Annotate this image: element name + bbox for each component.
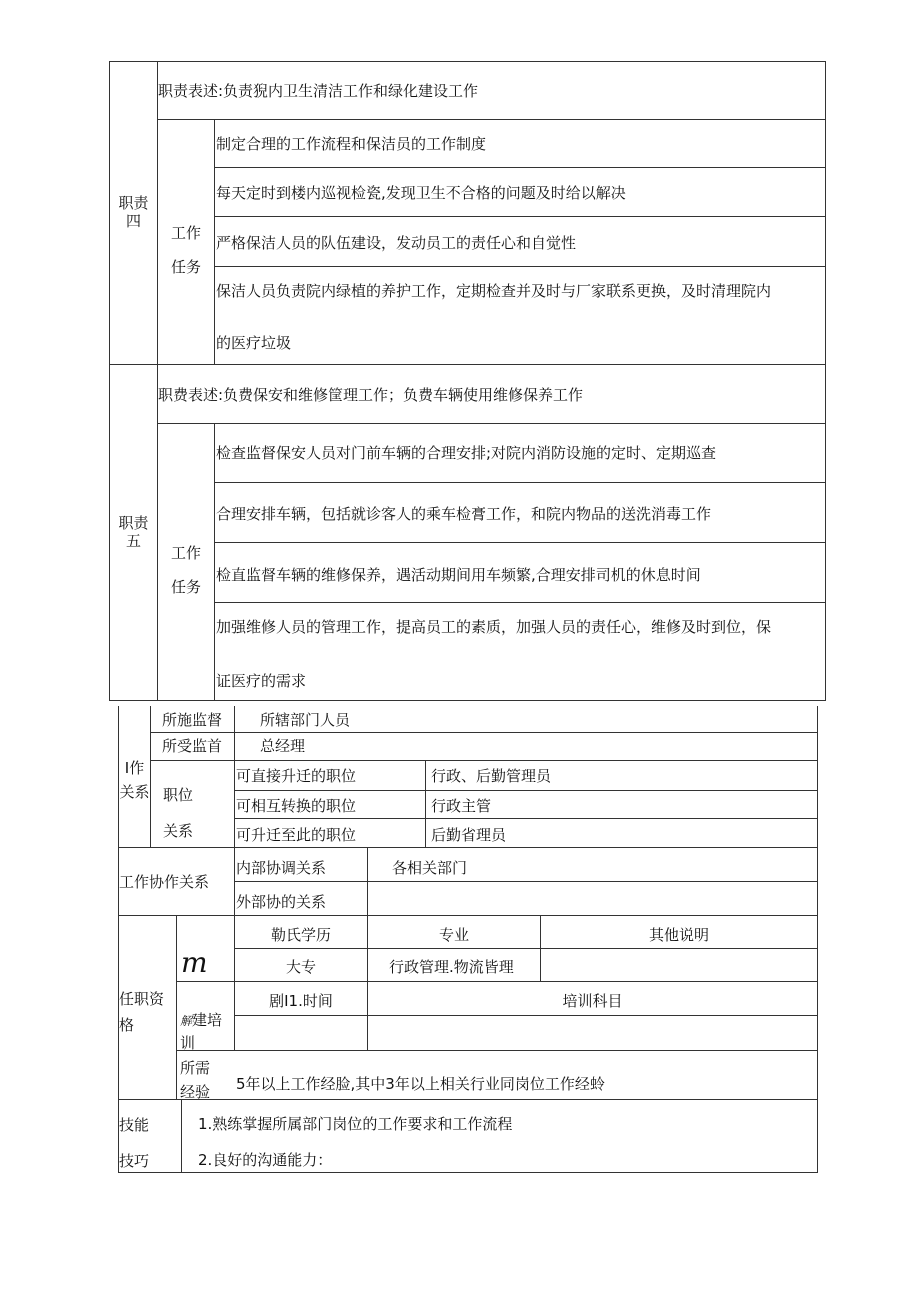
duty5-task-4-cont: 证医疗的需求: [216, 672, 307, 690]
edu-header-notes: 其他说明: [648, 926, 709, 944]
edu-value-major: 行政管理.物流皆理: [389, 958, 514, 976]
position-value-2: 行政主管: [431, 797, 492, 815]
work-relations-label: I作 关系: [119, 759, 150, 801]
duty5-task-1: 检查监督保安人员对门前车辆的合理安排;对院内消防设施的定时、定期巡查: [216, 444, 717, 462]
skills-label: 技能 技巧: [119, 1116, 150, 1170]
internal-relation-label: 内部协调关系: [236, 859, 327, 877]
skill-item-2: 2.良好的沟通能力：: [198, 1151, 333, 1169]
edu-value-degree: 大专: [285, 958, 316, 976]
supervised-by-value: 总经理: [260, 737, 306, 755]
position-relations-label: 职位 关系: [163, 786, 194, 840]
education-mark: m: [181, 946, 208, 979]
position-name-2: 可相互转换的职位: [236, 797, 357, 815]
duty5-task-4: 加强维修人员的管理工作，提高员工的素质，加强人员的责任心，维修及时到位，保: [216, 618, 772, 636]
duty4-task-1: 制定合理的工作流程和保洁员的工作制度: [216, 135, 487, 153]
duty4-task-2: 每天定时到楼内巡视检瓷,发现卫生不合格的问题及时给以解决: [216, 184, 626, 202]
duty4-task-label: 工作 任务: [170, 224, 201, 276]
external-relation-label: 外部协的关系: [236, 893, 327, 911]
duty4-task-3: 严格保洁人员的队伍建设，发动员工的责任心和自觉性: [216, 234, 577, 252]
duty4-task-4: 保洁人员负责院内绿植的养护工作，定期检查并及时与厂家联系更换，及时清理院内: [216, 282, 772, 300]
duty5-task-2: 合理安排车辆，包括就诊客人的乘车检膏工作，和院内物品的送洗消毒工作: [216, 505, 712, 523]
duty5-statement: 职费表述:负费保安和维修筐理工作；负费车辆使用维修保养工作: [158, 386, 584, 404]
duty4-label: 职责 四: [118, 194, 149, 230]
experience-label: 所需 经验: [180, 1059, 211, 1101]
edu-header-degree: 勒氏学历: [270, 926, 331, 944]
training-header-subject: 培训科目: [562, 992, 623, 1010]
duty5-task-3: 检直监督车辆的维修保养，遇活动期间用车频繁,合理安排司机的休息时间: [216, 566, 701, 584]
duty4-statement: 职责表述:负责猊内卫生清洁工作和绿化建设工作: [158, 82, 479, 100]
skill-item-1: 1.熟练掌握所属部门岗位的工作要求和工作流程: [198, 1115, 513, 1133]
position-value-1: 行政、后勤管理员: [431, 767, 552, 785]
internal-relation-value: 各相关部门: [392, 859, 468, 877]
collaboration-label: 工作协作关系: [119, 873, 210, 891]
duty5-task-label: 工作 任务: [170, 544, 201, 596]
duty4-task-4-cont: 的医疗垃圾: [216, 334, 292, 352]
supervise-value: 所辖部门人员: [260, 711, 351, 729]
position-name-3: 可升迁至此的职位: [236, 826, 357, 844]
position-name-1: 可直接升迁的职位: [236, 767, 357, 785]
experience-value: 5年以上工作经脸,其中3年以上相关行业同岗位工作经蛉: [236, 1075, 605, 1093]
position-value-3: 后勤省理员: [431, 826, 507, 844]
training-header-time: 剧I1.时间: [269, 992, 333, 1010]
duty5-label: 职责 五: [118, 514, 149, 550]
training-label: 解建培 训: [180, 1011, 223, 1052]
supervise-label: 所施监督: [162, 711, 223, 729]
edu-header-major: 专业: [438, 926, 469, 944]
supervised-by-label: 所受监首: [162, 737, 223, 755]
qualifications-label: 任职资 格: [119, 990, 165, 1034]
